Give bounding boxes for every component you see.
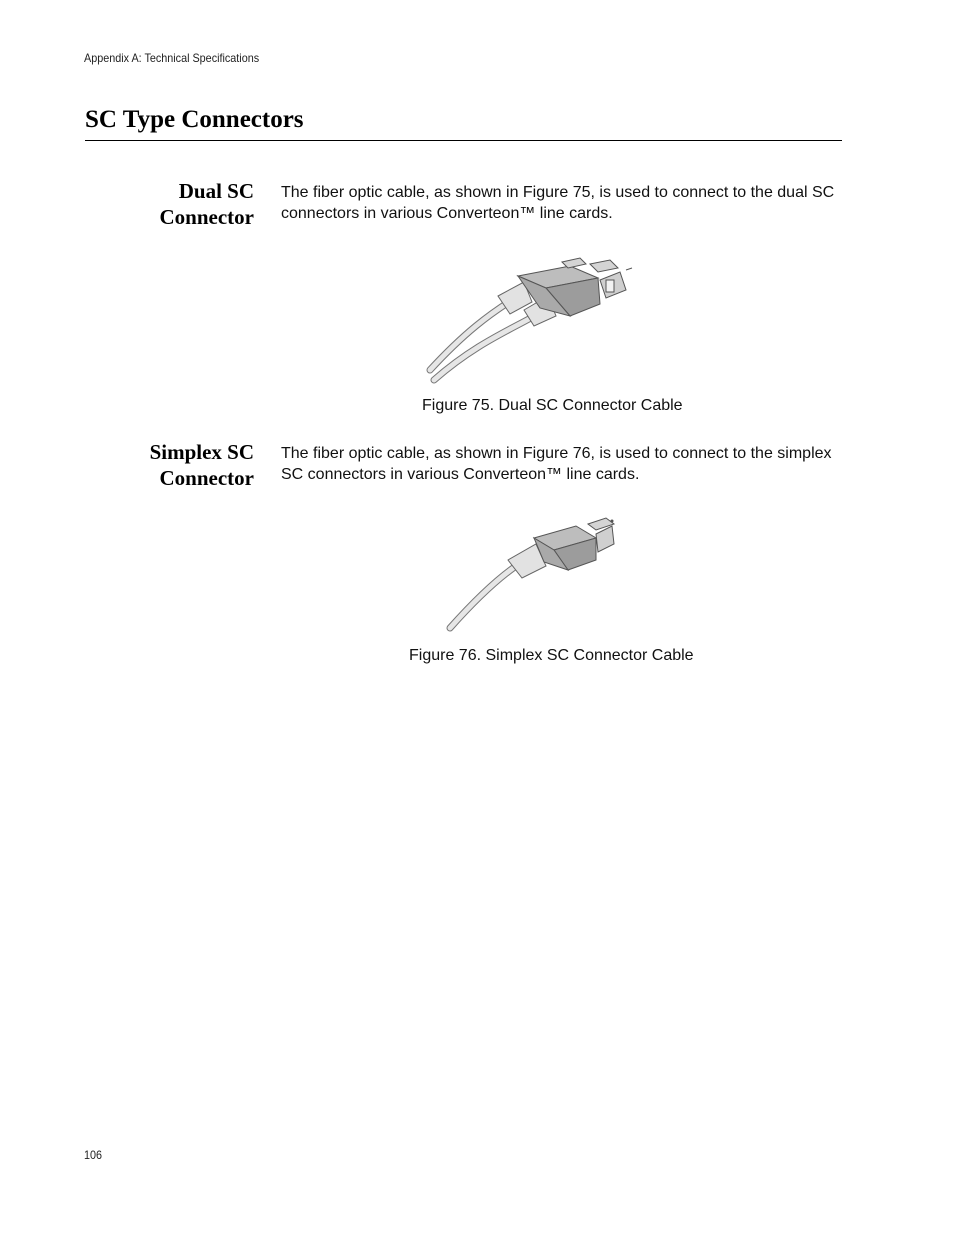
page-number: 106: [84, 1148, 103, 1162]
simplex-sc-connector-illustration: [440, 510, 625, 635]
dual-sc-heading-line1: Dual SC: [178, 179, 254, 203]
title-rule: [85, 140, 842, 141]
simplex-sc-heading-line1: Simplex SC: [149, 440, 254, 464]
dual-sc-heading: [160, 178, 254, 230]
running-header: Appendix A: Technical Specifications: [84, 51, 260, 65]
dual-sc-heading-line2: Connector: [159, 205, 254, 229]
dual-sc-body: The fiber optic cable, as shown in Figure 75, is used to connect to the dual SC connectors in various Converteon™ line cards.: [281, 184, 835, 222]
figure-76-caption: Figure 76. Simplex SC Connector Cable: [409, 647, 694, 664]
section-title: SC Type Connectors: [85, 106, 304, 133]
simplex-sc-body: The fiber optic cable, as shown in Figure 76, is used to connect to the simplex SC connectors in various Converteon™ line cards.: [281, 445, 832, 483]
simplex-sc-heading-line2: Connector: [159, 466, 254, 490]
figure-75-caption: Figure 75. Dual SC Connector Cable: [422, 397, 683, 414]
simplex-sc-heading: [150, 439, 254, 491]
dual-sc-connector-illustration: [420, 252, 645, 387]
